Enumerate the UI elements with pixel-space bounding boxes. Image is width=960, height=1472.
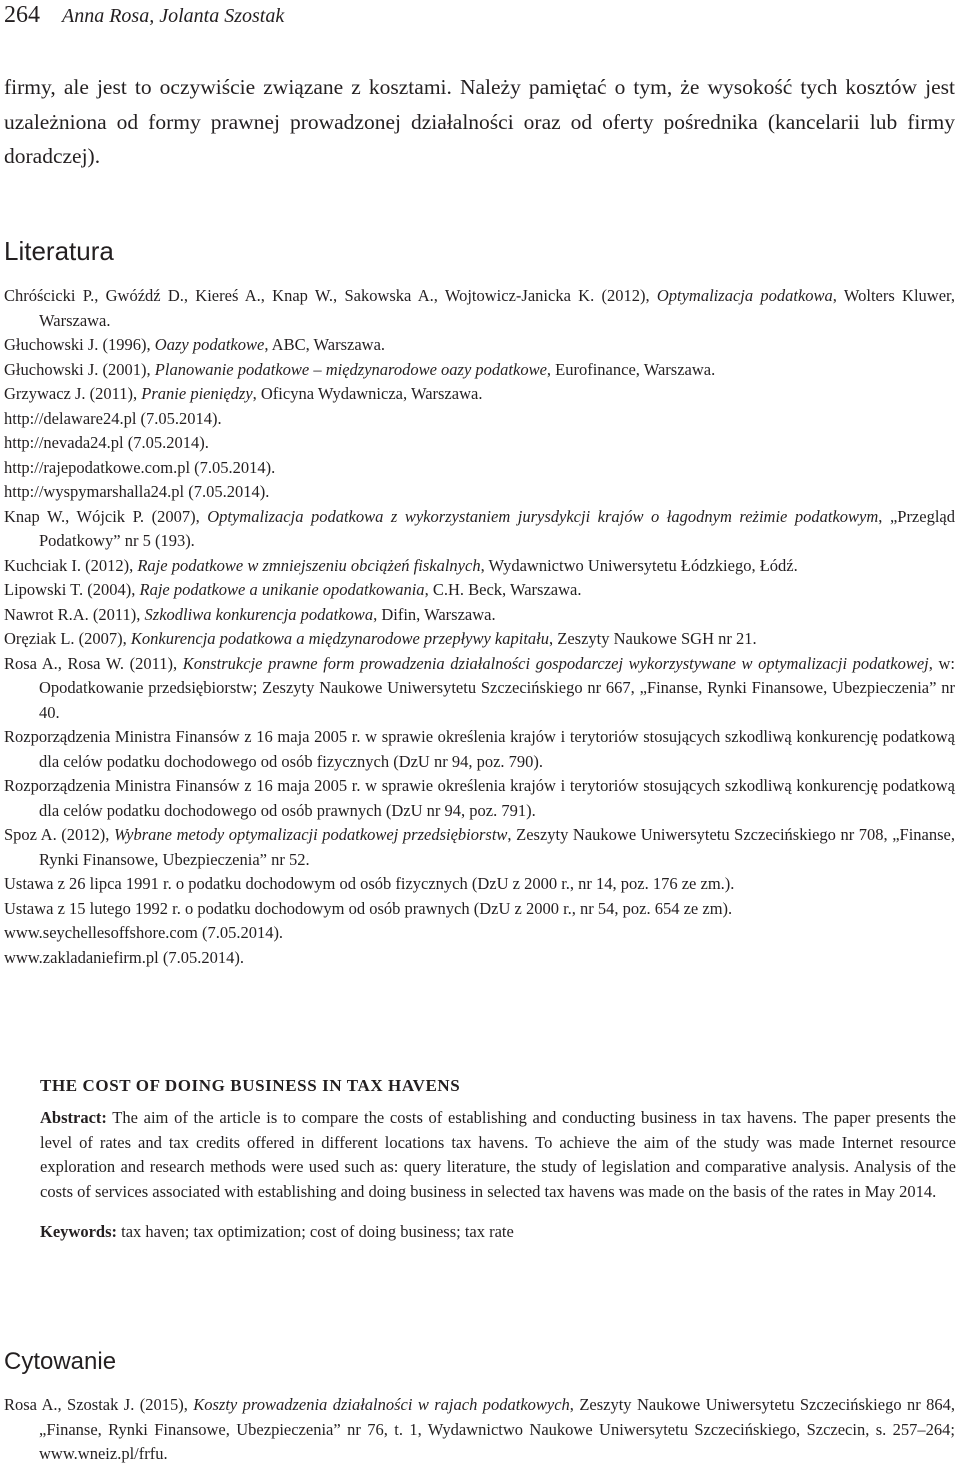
reference-item [4, 431, 955, 456]
reference-rest: , w: Opodatkowanie przedsiębiorstw; Zeszyty Naukowe Uniwersytetu Szczecińskiego nr 667, „Finanse, Rynki Finansowe, Ubezpieczenia” nr 40. [39, 653, 955, 722]
reference-rest: , Eurofinance, Warszawa. [546, 359, 716, 379]
page-number: 264 [4, 2, 40, 28]
reference-text: Rozporządzenia Ministra Finansów z 16 maja 2005 r. w sprawie określenia krajów i terytoriów stosujących szkodliwą konkurencję podatkową dla celów podatku dochodowego od osób fizycznych (DzU nr 94, poz. 790). [4, 727, 955, 771]
reference-item [4, 480, 955, 505]
reference-text: www.seychellesoffshore.com (7.05.2014). [4, 923, 284, 942]
reference-rest: , Oficyna Wydawnicza, Warszawa. [252, 384, 483, 403]
keywords-label: Keywords: [40, 1222, 117, 1241]
reference-text: Nawrot R.A. (2011), [4, 604, 145, 624]
citation-pre: Rosa A., Szostak J. (2015), [4, 1395, 194, 1414]
reference-item [4, 921, 955, 946]
reference-item [4, 725, 955, 774]
keywords [40, 1220, 956, 1245]
reference-text: www.zakladaniefirm.pl (7.05.2014). [4, 947, 244, 967]
reference-rest: , C.H. Beck, Warszawa. [424, 580, 582, 599]
reference-text: Chróścicki P., Gwóźdź D., Kiereś A., Knap W., Sakowska A., Wojtowicz-Janicka K. (2012), [4, 286, 657, 305]
reference-title: Konstrukcje prawne form prowadzenia działalności gospodarczej wykorzystywane w optymalizacji podatkowej [182, 653, 929, 673]
reference-item [4, 382, 955, 407]
reference-text: Głuchowski J. (2001), [4, 359, 155, 379]
reference-item [4, 627, 955, 652]
reference-item [4, 946, 955, 971]
abstract-text: The aim of the article is to compare the costs of establishing and conducting business in tax havens. The paper presents the level of rates and tax credits offered in different locations tax havens. To achieve the aim of the study was made Internet resource exploration and research methods were used such as: query literature, the study of legislation and comparative analysis. Analysis of the costs of services associated with establishing and doing business in selected tax havens was made on the basis of the rates in May 2014. [40, 1108, 956, 1201]
reference-text: http://delaware24.pl (7.05.2014). [4, 408, 222, 428]
english-title: THE COST OF DOING BUSINESS IN TAX HAVENS [40, 1076, 461, 1095]
reference-item [4, 407, 955, 432]
reference-text: Głuchowski J. (1996), [4, 335, 155, 354]
literatura-heading: Literatura [4, 236, 114, 266]
reference-rest: , Wydawnictwo Uniwersytetu Łódzkiego, Łódź. [480, 555, 798, 575]
reference-item [4, 578, 955, 603]
reference-text: Grzywacz J. (2011), [4, 384, 142, 403]
reference-text: Rosa A., Rosa W. (2011), [4, 653, 183, 673]
reference-title: Konkurencja podatkowa a międzynarodowe przepływy kapitału [130, 629, 550, 648]
citation-title: Koszty prowadzenia działalności w rajach podatkowych [193, 1395, 570, 1414]
reference-text: Kuchciak I. (2012), [4, 555, 138, 575]
reference-rest: , Zeszyty Naukowe Uniwersytetu Szczecińskiego nr 708, „Finanse, Rynki Finansowe, Ubezpieczenia” nr 52. [39, 825, 955, 869]
reference-text: http://wyspymarshalla24.pl (7.05.2014). [4, 482, 270, 501]
reference-item [4, 774, 955, 823]
reference-rest: , Difin, Warszawa. [373, 604, 496, 624]
reference-rest: , Zeszyty Naukowe SGH nr 21. [549, 629, 757, 648]
reference-title: Raje podatkowe w zmniejszeniu obciążeń fiskalnych [137, 555, 481, 575]
reference-text: Lipowski T. (2004), [4, 580, 140, 599]
keywords-text: tax haven; tax optimization; cost of doing business; tax rate [117, 1222, 514, 1241]
reference-rest: , Wolters Kluwer, Warszawa. [39, 286, 956, 330]
reference-title: Optymalizacja podatkowa z wykorzystaniem jurysdykcji krajów o łagodnym reżimie podatkowym [207, 506, 879, 526]
reference-text: Oręziak L. (2007), [4, 629, 131, 648]
reference-text: http://nevada24.pl (7.05.2014). [4, 433, 209, 452]
intro-paragraph: firmy, ale jest to oczywiście związane z kosztami. Należy pamiętać o tym, że wysokość tych kosztów jest uzależniona od formy prawnej prowadzonej działalności oraz od oferty pośrednika (kancelarii lub firmy doradczej). [4, 75, 955, 168]
reference-text: http://rajepodatkowe.com.pl (7.05.2014). [4, 457, 276, 477]
reference-item [4, 505, 955, 554]
reference-item [4, 284, 955, 333]
reference-rest: , ABC, Warszawa. [264, 335, 386, 354]
reference-title: Planowanie podatkowe – międzynarodowe oazy podatkowe [154, 359, 547, 379]
reference-title: Pranie pieniędzy [141, 384, 253, 403]
reference-text: Ustawa z 15 lutego 1992 r. o podatku dochodowym od osób prawnych (DzU z 2000 r., nr 54, poz. 654 ze zm). [4, 898, 733, 918]
reference-text: Spoz A. (2012), [4, 825, 114, 844]
citation-post: , Zeszyty Naukowe Uniwersytetu Szczecińskiego nr 864, „Finanse, Rynki Finansowe, Ubezpieczenia” nr 76, t. 1, Wydawnictwo Naukowe Uniwersytetu Szczecińskiego, Szczecin, s. 257–264; www.wneiz.pl/frfu. [39, 1395, 956, 1463]
abstract [40, 1106, 956, 1204]
reference-item [4, 358, 955, 383]
reference-title: Szkodliwa konkurencja podatkowa [144, 604, 374, 624]
reference-text: Ustawa z 26 lipca 1991 r. o podatku dochodowym od osób fizycznych (DzU z 2000 r., nr 14, poz. 176 ze zm.). [4, 874, 735, 893]
english-summary [40, 1074, 956, 1245]
reference-item [4, 554, 955, 579]
reference-item [4, 333, 955, 358]
reference-title: Optymalizacja podatkowa [656, 286, 833, 305]
reference-item [4, 897, 955, 922]
abstract-label: Abstract: [40, 1108, 107, 1127]
reference-title: Oazy podatkowe [154, 335, 265, 354]
reference-list [4, 284, 955, 970]
reference-item [4, 652, 955, 726]
reference-text: Rozporządzenia Ministra Finansów z 16 maja 2005 r. w sprawie określenia krajów i terytoriów stosujących szkodliwą konkurencję podatkową dla celów podatku dochodowego od osób prawnych (DzU nr 94, poz. 791). [4, 776, 955, 820]
running-authors: Anna Rosa, Jolanta Szostak [62, 5, 285, 27]
reference-item [4, 823, 955, 872]
reference-text: Knap W., Wójcik P. (2007), [4, 506, 208, 526]
reference-item [4, 456, 955, 481]
running-header [4, 2, 284, 36]
citation [4, 1393, 955, 1467]
reference-item [4, 872, 955, 897]
reference-title: Raje podatkowe a unikanie opodatkowania [139, 580, 425, 599]
reference-item [4, 603, 955, 628]
cytowanie-heading: Cytowanie [4, 1348, 117, 1375]
reference-rest: , „Przegląd Podatkowy” nr 5 (193). [39, 506, 955, 550]
reference-title: Wybrane metody optymalizacji podatkowej przedsiębiorstw [113, 825, 508, 844]
